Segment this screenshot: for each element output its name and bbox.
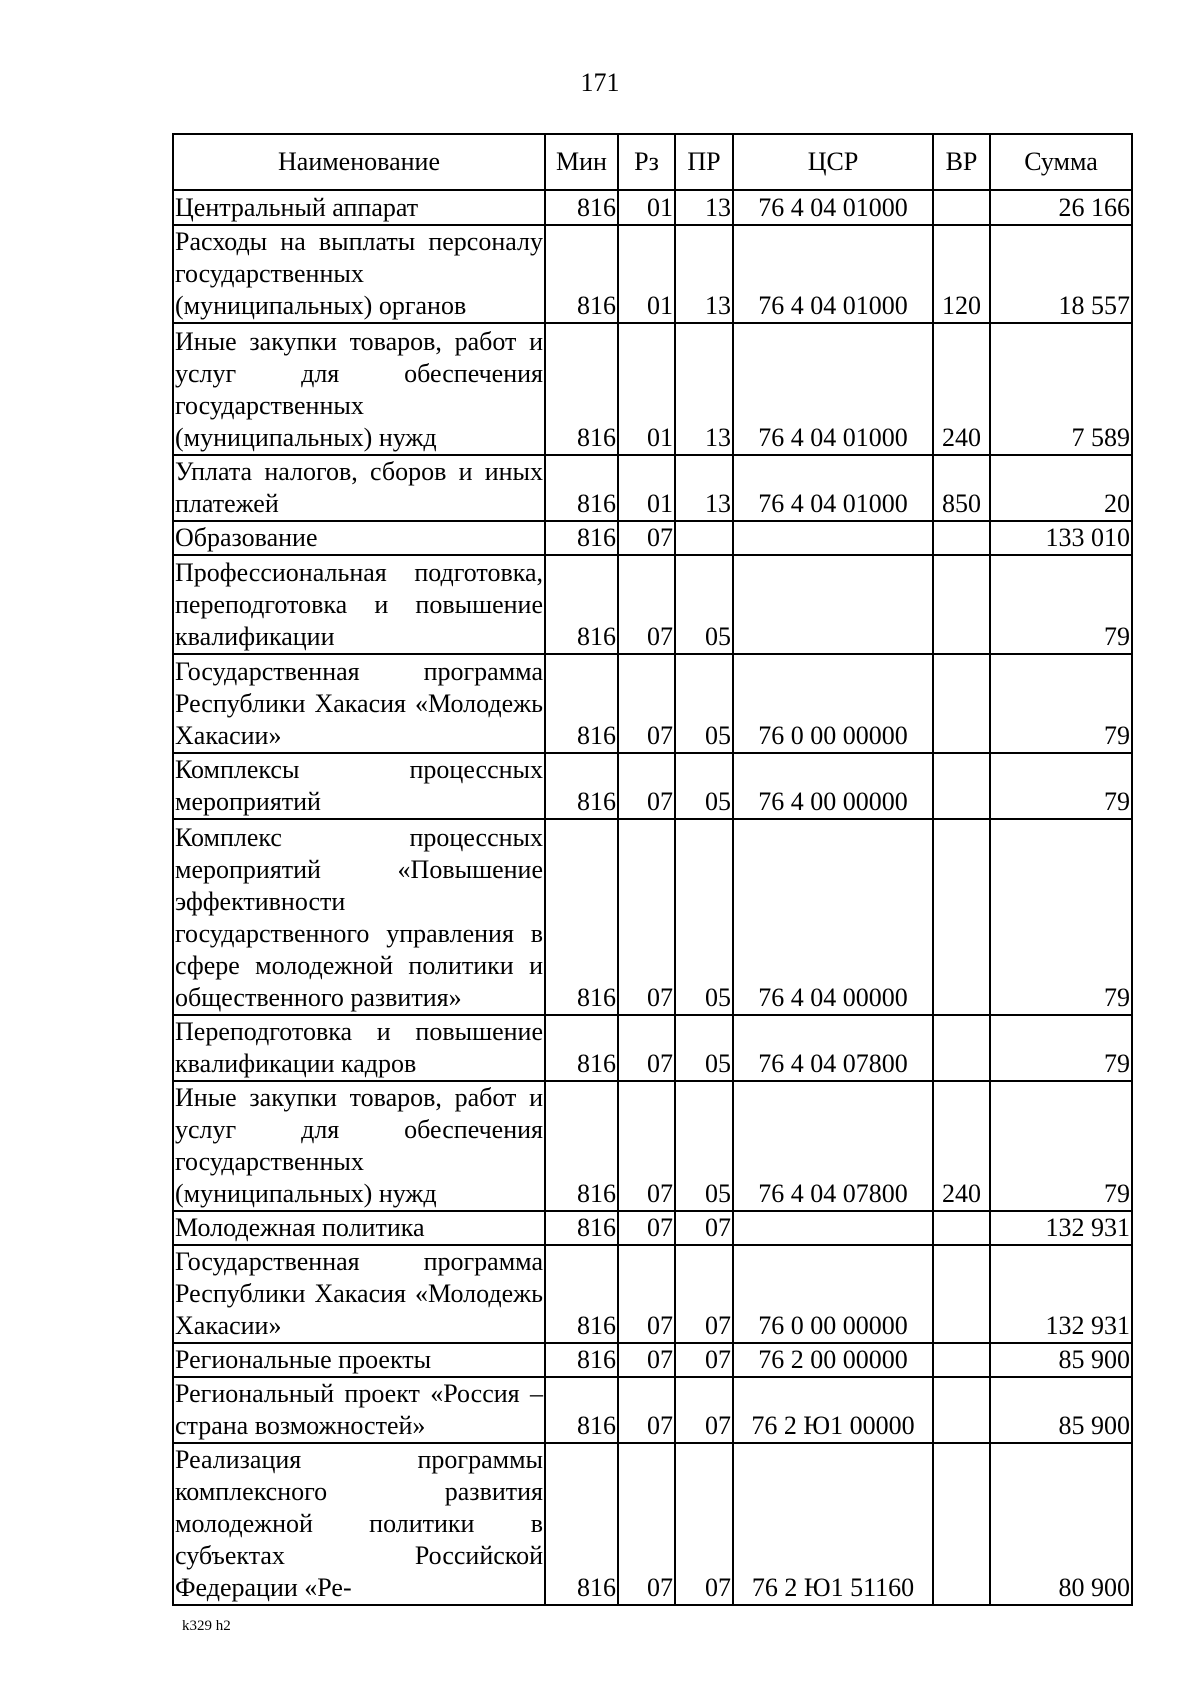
table-row (173, 1245, 1132, 1343)
cell-csr: 76 0 00 00000 (733, 1245, 933, 1343)
cell-pr (675, 521, 733, 555)
table-row (173, 753, 1132, 819)
cell-rz: 01 (618, 225, 675, 323)
cell-sum: 79 (990, 555, 1132, 654)
cell-name: Иные закупки товаров, работ и услуг для обеспечения государственных (муниципальных) нужд (173, 323, 545, 455)
cell-name: Реализация программы комплексного развития молодежной политики в субъектах Российской Федерации «Ре- (173, 1443, 545, 1605)
cell-sum: 85 900 (990, 1377, 1132, 1443)
cell-name: Региональный проект «Россия – страна возможностей» (173, 1377, 545, 1443)
table-row (173, 190, 1132, 225)
header-rz: Рз (618, 134, 675, 190)
cell-vr: 240 (933, 323, 990, 455)
cell-rz: 07 (618, 819, 675, 1015)
cell-name: Центральный аппарат (173, 190, 545, 225)
cell-sum: 26 166 (990, 190, 1132, 225)
budget-table (172, 133, 1133, 1606)
cell-vr: 120 (933, 225, 990, 323)
cell-vr (933, 1015, 990, 1081)
cell-pr: 05 (675, 1081, 733, 1211)
table-row (173, 1343, 1132, 1377)
table-row (173, 1015, 1132, 1081)
cell-csr: 76 4 00 00000 (733, 753, 933, 819)
cell-name: Иные закупки товаров, работ и услуг для обеспечения государственных (муниципальных) нужд (173, 1081, 545, 1211)
cell-rz: 07 (618, 654, 675, 753)
header-name: Наименование (173, 134, 545, 190)
cell-vr (933, 819, 990, 1015)
cell-rz: 07 (618, 1377, 675, 1443)
cell-csr: 76 4 04 07800 (733, 1015, 933, 1081)
cell-pr: 05 (675, 555, 733, 654)
cell-csr (733, 521, 933, 555)
cell-vr (933, 1343, 990, 1377)
cell-pr: 07 (675, 1211, 733, 1245)
cell-name: Комплекс процессных мероприятий «Повышение эффективности государственного управления в сфере молодежной политики и общественного развития» (173, 819, 545, 1015)
cell-min: 816 (545, 1211, 618, 1245)
cell-min: 816 (545, 654, 618, 753)
cell-sum: 79 (990, 654, 1132, 753)
cell-min: 816 (545, 455, 618, 521)
cell-rz: 07 (618, 1211, 675, 1245)
cell-sum: 79 (990, 1081, 1132, 1211)
cell-min: 816 (545, 1443, 618, 1605)
cell-sum: 80 900 (990, 1443, 1132, 1605)
cell-rz: 01 (618, 455, 675, 521)
cell-pr: 07 (675, 1343, 733, 1377)
table-row (173, 1211, 1132, 1245)
cell-name: Государственная программа Республики Хакасия «Молодежь Хакасии» (173, 1245, 545, 1343)
cell-name: Молодежная политика (173, 1211, 545, 1245)
table-row (173, 1081, 1132, 1211)
cell-csr: 76 4 04 00000 (733, 819, 933, 1015)
cell-pr: 07 (675, 1377, 733, 1443)
cell-name: Образование (173, 521, 545, 555)
cell-name: Государственная программа Республики Хакасия «Молодежь Хакасии» (173, 654, 545, 753)
cell-sum: 133 010 (990, 521, 1132, 555)
cell-min: 816 (545, 555, 618, 654)
cell-name: Комплексы процессных мероприятий (173, 753, 545, 819)
cell-vr (933, 1377, 990, 1443)
cell-rz: 01 (618, 190, 675, 225)
cell-sum: 132 931 (990, 1245, 1132, 1343)
cell-pr: 05 (675, 753, 733, 819)
cell-vr (933, 1211, 990, 1245)
cell-name: Региональные проекты (173, 1343, 545, 1377)
table-row (173, 819, 1132, 1015)
cell-min: 816 (545, 1015, 618, 1081)
cell-sum: 18 557 (990, 225, 1132, 323)
cell-csr: 76 4 04 01000 (733, 190, 933, 225)
table-row (173, 225, 1132, 323)
cell-vr (933, 555, 990, 654)
cell-sum: 85 900 (990, 1343, 1132, 1377)
cell-min: 816 (545, 819, 618, 1015)
cell-min: 816 (545, 1245, 618, 1343)
cell-min: 816 (545, 1377, 618, 1443)
cell-rz: 07 (618, 753, 675, 819)
cell-pr: 07 (675, 1245, 733, 1343)
cell-vr (933, 654, 990, 753)
table-row (173, 1377, 1132, 1443)
cell-vr (933, 190, 990, 225)
cell-pr: 13 (675, 455, 733, 521)
cell-min: 816 (545, 1343, 618, 1377)
cell-csr (733, 1211, 933, 1245)
header-min: Мин (545, 134, 618, 190)
cell-pr: 13 (675, 190, 733, 225)
cell-csr: 76 4 04 01000 (733, 225, 933, 323)
cell-min: 816 (545, 753, 618, 819)
cell-csr: 76 0 00 00000 (733, 654, 933, 753)
cell-csr: 76 2 Ю1 00000 (733, 1377, 933, 1443)
cell-name: Переподготовка и повышение квалификации кадров (173, 1015, 545, 1081)
cell-min: 816 (545, 521, 618, 555)
cell-sum: 79 (990, 753, 1132, 819)
cell-vr: 850 (933, 455, 990, 521)
footer-code: k329 h2 (182, 1618, 231, 1634)
cell-sum: 79 (990, 1015, 1132, 1081)
cell-rz: 01 (618, 323, 675, 455)
cell-min: 816 (545, 225, 618, 323)
table-row (173, 521, 1132, 555)
cell-min: 816 (545, 323, 618, 455)
cell-rz: 07 (618, 1343, 675, 1377)
header-pr: ПР (675, 134, 733, 190)
table-row (173, 654, 1132, 753)
cell-pr: 07 (675, 1443, 733, 1605)
table-row (173, 323, 1132, 455)
header-csr: ЦСР (733, 134, 933, 190)
cell-pr: 05 (675, 1015, 733, 1081)
cell-sum: 79 (990, 819, 1132, 1015)
page-number: 171 (580, 68, 620, 97)
cell-vr (933, 521, 990, 555)
cell-csr: 76 4 04 01000 (733, 455, 933, 521)
cell-rz: 07 (618, 521, 675, 555)
table-row (173, 1443, 1132, 1605)
cell-rz: 07 (618, 1245, 675, 1343)
header-vr: ВР (933, 134, 990, 190)
table-row (173, 555, 1132, 654)
cell-name: Профессиональная подготовка, переподготовка и повышение квалификации (173, 555, 545, 654)
cell-vr (933, 1443, 990, 1605)
table-row (173, 455, 1132, 521)
cell-vr: 240 (933, 1081, 990, 1211)
cell-rz: 07 (618, 1081, 675, 1211)
cell-min: 816 (545, 190, 618, 225)
cell-sum: 7 589 (990, 323, 1132, 455)
cell-csr: 76 4 04 07800 (733, 1081, 933, 1211)
cell-pr: 05 (675, 819, 733, 1015)
cell-vr (933, 1245, 990, 1343)
cell-csr: 76 2 Ю1 51160 (733, 1443, 933, 1605)
cell-pr: 13 (675, 225, 733, 323)
cell-rz: 07 (618, 1443, 675, 1605)
cell-vr (933, 753, 990, 819)
header-sum: Сумма (990, 134, 1132, 190)
cell-name: Расходы на выплаты персоналу государственных (муниципальных) органов (173, 225, 545, 323)
cell-name: Уплата налогов, сборов и иных платежей (173, 455, 545, 521)
table-header-row (173, 134, 1132, 190)
cell-csr: 76 4 04 01000 (733, 323, 933, 455)
cell-csr (733, 555, 933, 654)
cell-sum: 20 (990, 455, 1132, 521)
cell-rz: 07 (618, 1015, 675, 1081)
cell-csr: 76 2 00 00000 (733, 1343, 933, 1377)
table-body (173, 190, 1132, 1605)
cell-pr: 05 (675, 654, 733, 753)
cell-pr: 13 (675, 323, 733, 455)
cell-sum: 132 931 (990, 1211, 1132, 1245)
cell-rz: 07 (618, 555, 675, 654)
cell-min: 816 (545, 1081, 618, 1211)
